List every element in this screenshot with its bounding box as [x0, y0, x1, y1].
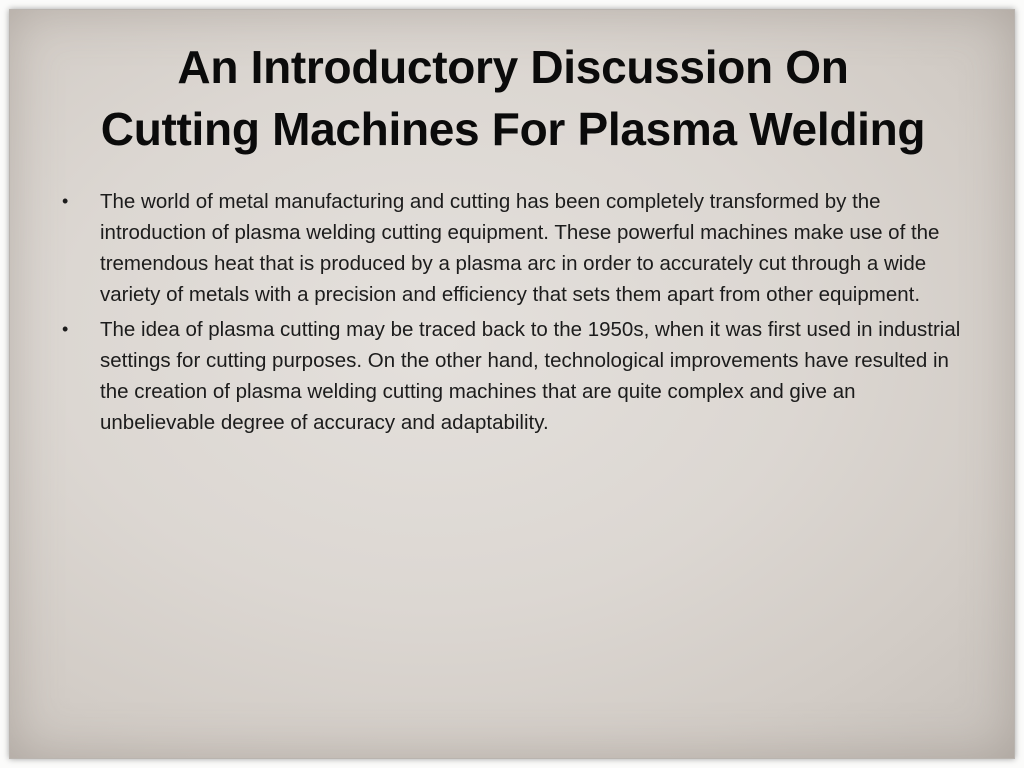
slide-title [10, 36, 1015, 160]
bullet-text: The idea of plasma cutting may be traced back to the 1950s, when it was first used in industrial settings for cutting purposes. On the other hand, technological improvements have resulted in the creation of plasma welding cutting machines that are quite complex and give an unbelievable degree of accuracy and adaptability. [100, 318, 961, 434]
bullet-text: The world of metal manufacturing and cutting has been completely transformed by the introduction of plasma welding cutting equipment. These powerful machines make use of the tremendous heat that is produced by a plasma arc in order to accurately cut through a wide variety of metals with a precision and efficiency that sets them apart from other equipment. [100, 190, 940, 306]
slide [9, 9, 1015, 759]
bullet-item [60, 186, 972, 310]
title-line-1: An Introductory Discussion On [177, 41, 849, 93]
title-line-2: Cutting Machines For Plasma Welding [100, 103, 926, 155]
bullet-icon: • [62, 191, 69, 211]
bullet-item [60, 314, 972, 438]
bullet-icon: • [62, 319, 69, 339]
bullet-list [60, 186, 972, 442]
